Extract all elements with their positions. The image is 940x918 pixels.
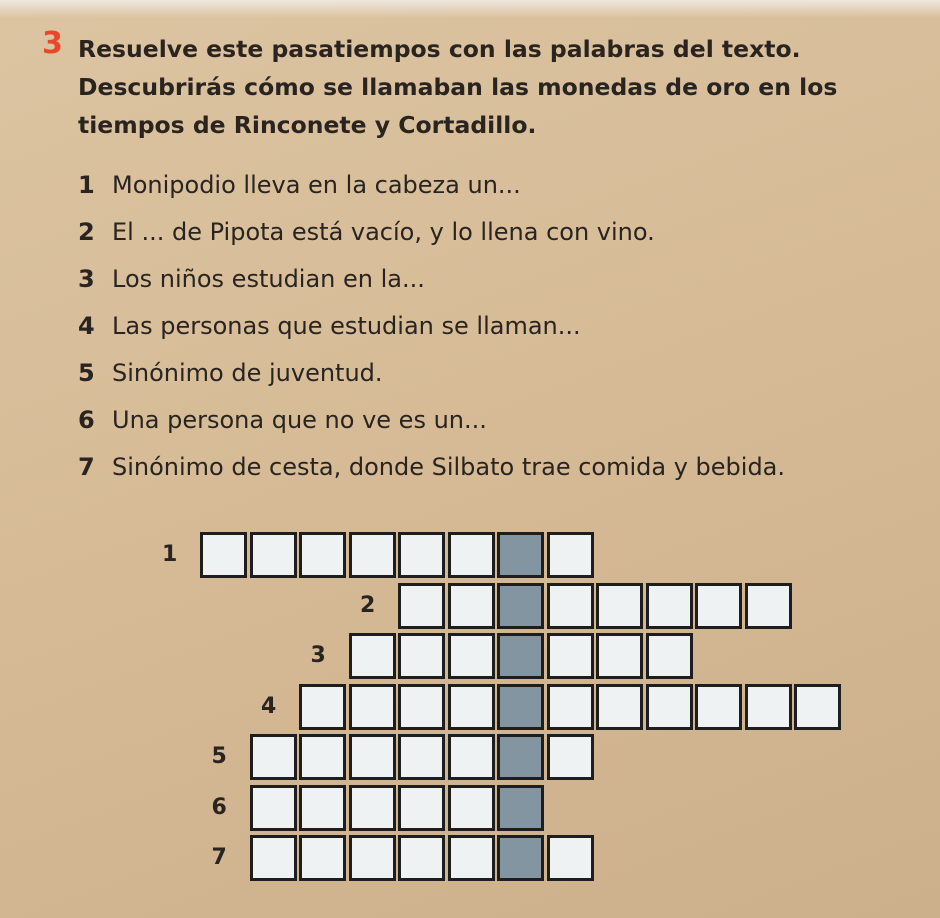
crossword-cell[interactable] bbox=[448, 633, 495, 679]
crossword-cell[interactable] bbox=[398, 532, 445, 578]
clue-item bbox=[78, 162, 938, 209]
clue-list bbox=[78, 162, 938, 491]
crossword-cell[interactable] bbox=[596, 583, 643, 629]
crossword-cell[interactable] bbox=[398, 835, 445, 881]
crossword-row-number: 1 bbox=[162, 542, 178, 567]
crossword-cell[interactable] bbox=[547, 734, 594, 780]
clue-item bbox=[78, 350, 938, 397]
crossword-cell-highlighted[interactable] bbox=[497, 835, 544, 881]
crossword-cell[interactable] bbox=[448, 835, 495, 881]
crossword-cell[interactable] bbox=[349, 633, 396, 679]
crossword-cell[interactable] bbox=[596, 633, 643, 679]
crossword-cell[interactable] bbox=[299, 734, 346, 780]
crossword-cell[interactable] bbox=[349, 835, 396, 881]
clue-number: 3 bbox=[78, 265, 95, 293]
crossword-cell[interactable] bbox=[695, 684, 742, 730]
crossword-cell[interactable] bbox=[646, 633, 693, 679]
crossword-cell[interactable] bbox=[299, 684, 346, 730]
crossword-cell[interactable] bbox=[448, 532, 495, 578]
crossword-cell-highlighted[interactable] bbox=[497, 684, 544, 730]
crossword-cell[interactable] bbox=[200, 532, 247, 578]
crossword-cell-highlighted[interactable] bbox=[497, 633, 544, 679]
clue-text: El ... de Pipota está vacío, y lo llena con vino. bbox=[112, 218, 655, 246]
clue-text: Las personas que estudian se llaman... bbox=[112, 312, 581, 340]
clue-item bbox=[78, 444, 938, 491]
crossword-cell[interactable] bbox=[250, 835, 297, 881]
clue-text: Monipodio lleva en la cabeza un... bbox=[112, 171, 521, 199]
clue-item bbox=[78, 256, 938, 303]
crossword-cell[interactable] bbox=[448, 734, 495, 780]
crossword-cell[interactable] bbox=[299, 785, 346, 831]
crossword-row-number: 5 bbox=[211, 744, 227, 769]
crossword-cell[interactable] bbox=[646, 684, 693, 730]
crossword-cell[interactable] bbox=[448, 785, 495, 831]
page-edge bbox=[0, 0, 940, 18]
crossword-cell[interactable] bbox=[349, 684, 396, 730]
clue-number: 6 bbox=[78, 406, 95, 434]
crossword-cell[interactable] bbox=[448, 583, 495, 629]
crossword-cell[interactable] bbox=[250, 532, 297, 578]
clue-number: 5 bbox=[78, 359, 95, 387]
clue-item bbox=[78, 397, 938, 444]
crossword-cell[interactable] bbox=[794, 684, 841, 730]
crossword-cell[interactable] bbox=[250, 785, 297, 831]
crossword-cell[interactable] bbox=[250, 734, 297, 780]
crossword-cell[interactable] bbox=[547, 684, 594, 730]
crossword-cell[interactable] bbox=[745, 684, 792, 730]
clue-text: Los niños estudian en la... bbox=[112, 265, 425, 293]
clue-text: Una persona que no ve es un... bbox=[112, 406, 487, 434]
crossword-cell[interactable] bbox=[299, 835, 346, 881]
crossword-cell[interactable] bbox=[398, 734, 445, 780]
crossword-cell[interactable] bbox=[695, 583, 742, 629]
crossword-cell[interactable] bbox=[398, 684, 445, 730]
crossword-cell-highlighted[interactable] bbox=[497, 532, 544, 578]
crossword-row-number: 7 bbox=[211, 845, 227, 870]
exercise-number: 3 bbox=[42, 26, 63, 61]
crossword-cell[interactable] bbox=[398, 633, 445, 679]
crossword-cell[interactable] bbox=[299, 532, 346, 578]
crossword-row-number: 2 bbox=[360, 592, 376, 618]
exercise-instructions: Resuelve este pasatiempos con las palabras del texto. Descubrirás cómo se llamaban las monedas de oro en los tiempos de Rinconete y Cortadillo. bbox=[78, 35, 838, 139]
crossword-cell[interactable] bbox=[547, 532, 594, 578]
clue-text: Sinónimo de cesta, donde Silbato trae comida y bebida. bbox=[112, 453, 786, 481]
crossword-row-number: 3 bbox=[310, 643, 326, 668]
crossword-cell[interactable] bbox=[349, 785, 396, 831]
crossword-cell[interactable] bbox=[398, 583, 445, 629]
crossword-cell[interactable] bbox=[596, 684, 643, 730]
crossword-cell[interactable] bbox=[398, 785, 445, 831]
crossword-cell[interactable] bbox=[547, 633, 594, 679]
crossword-cell[interactable] bbox=[745, 583, 792, 629]
clue-number: 1 bbox=[78, 171, 95, 199]
crossword-row-number: 6 bbox=[211, 794, 227, 820]
crossword-cell-highlighted[interactable] bbox=[497, 583, 544, 629]
clue-number: 7 bbox=[78, 453, 95, 481]
crossword-cell[interactable] bbox=[448, 684, 495, 730]
crossword-cell[interactable] bbox=[547, 835, 594, 881]
crossword-row-number: 4 bbox=[261, 693, 277, 719]
clue-number: 4 bbox=[78, 312, 95, 340]
clue-text: Sinónimo de juventud. bbox=[112, 359, 383, 387]
crossword-cell[interactable] bbox=[547, 583, 594, 629]
crossword-cell[interactable] bbox=[646, 583, 693, 629]
crossword-cell[interactable] bbox=[349, 532, 396, 578]
clue-item bbox=[78, 303, 938, 350]
crossword-cell[interactable] bbox=[349, 734, 396, 780]
crossword-cell-highlighted[interactable] bbox=[497, 785, 544, 831]
clue-number: 2 bbox=[78, 218, 95, 246]
clue-item bbox=[78, 209, 938, 256]
crossword-cell-highlighted[interactable] bbox=[497, 734, 544, 780]
